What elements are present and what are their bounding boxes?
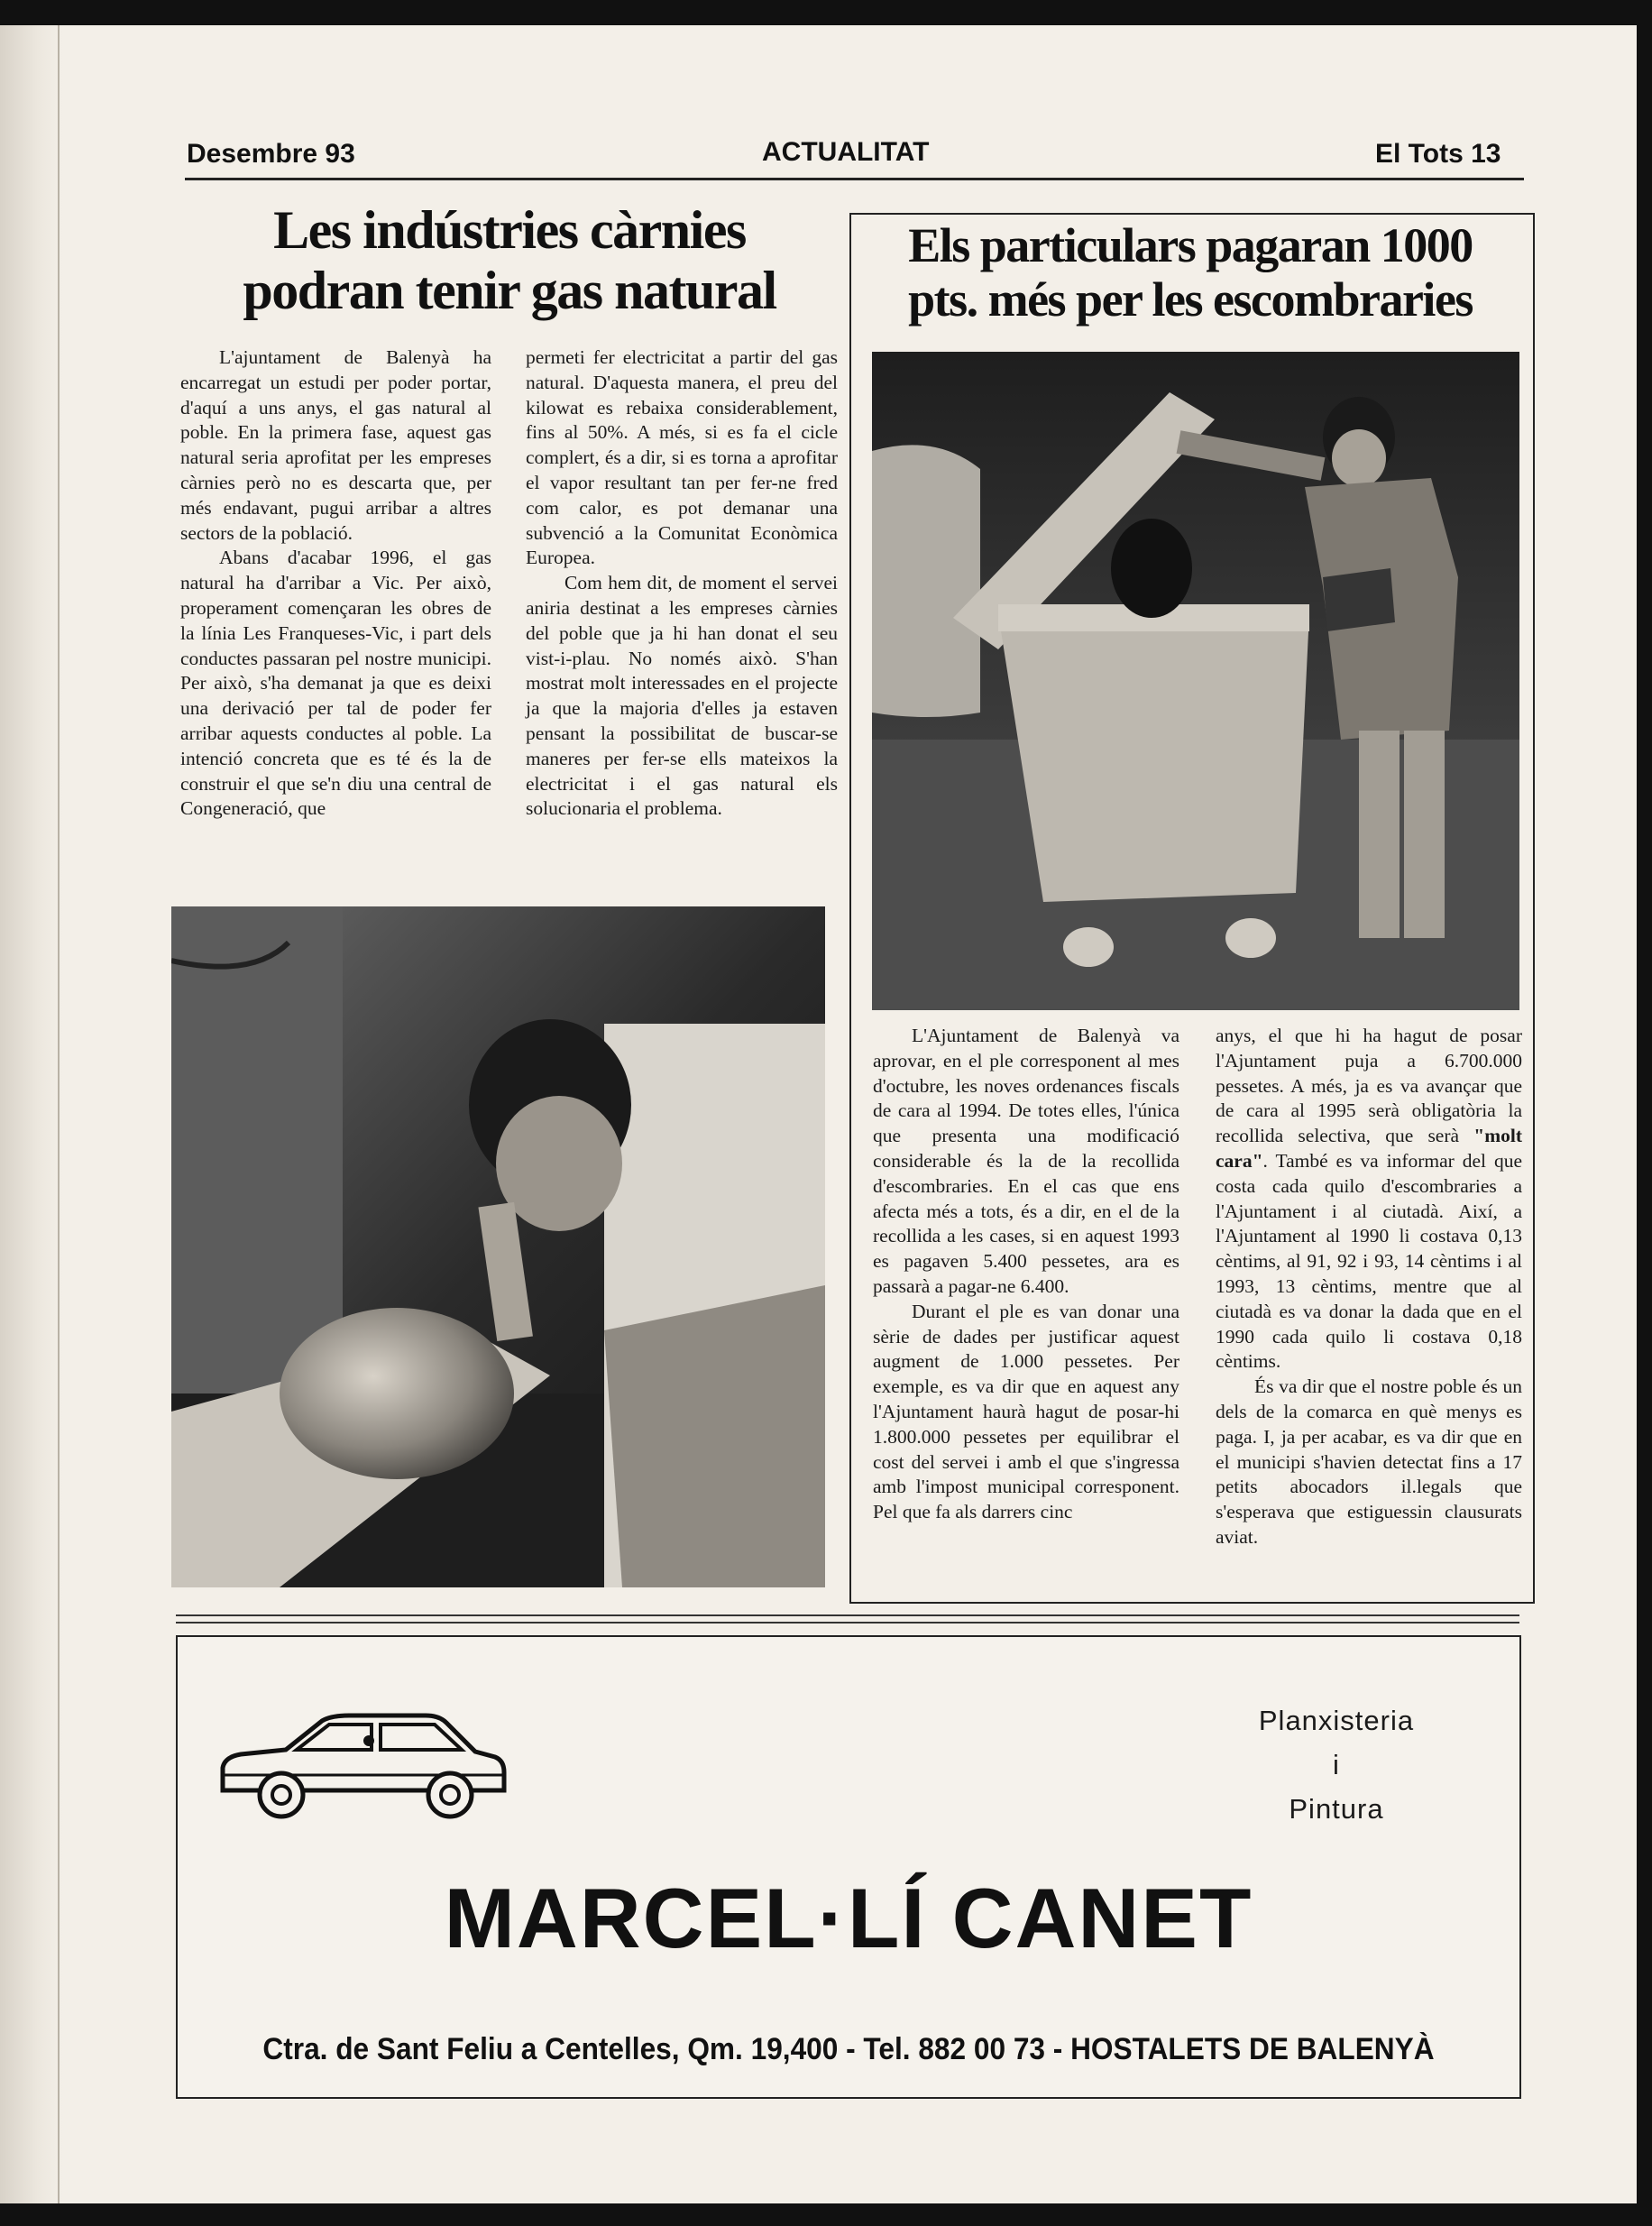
article2-text: . També es va informar del que costa cada quilo d'escombraries a l'Ajuntament i al ciutadà. Així, a l'Ajuntament al 1990 li costava 0,13 cèntims, al 91, 92 i 93, 14 cèntims i al 1993, 13 cèntims, mentre que al ciutadà es va donar la dada que en el 1990 cada quilo li costava 0,18 cèntims. [1216, 1149, 1522, 1373]
ad-tagline-line2: i [1333, 1749, 1340, 1780]
advertisement [176, 1635, 1521, 2099]
article2-paragraph: L'Ajuntament de Balenyà va aprovar, en el ple corresponent al mes d'octubre, les noves ordenances fiscals de cara al 1994. De totes elles, l'única que presenta una modificació considerable és la de la recollida d'escombraries. En el cas que ens afecta més a tots, és a dir, en el de la recollida a les cases, si en aquest 1993 es pagaven 5.400 pessetes, ara es passarà a pagar-ne 6.400. [873, 1025, 1179, 1297]
article1-paragraph: Com hem dit, de moment el servei aniria destinat a les empreses càrnies del poble que ja hi han donat el seu vist-i-plau. No només això. S'han mostrat molt interessades en el projecte ja que la majoria d'elles ja estaven pensant la possibilitat de buscar-se maneres per fer-se ells mateixos la electricitat i el gas natural els solucionaria el problema. [526, 572, 838, 820]
article2-column-2 [1216, 1024, 1522, 1550]
article1-headline [176, 200, 843, 321]
header-date: Desembre 93 [187, 139, 355, 169]
header-rule [185, 178, 1524, 180]
ad-tagline-line3: Pintura [1289, 1793, 1384, 1825]
article2-headline-line1: Els particulars pagaran 1000 [908, 218, 1473, 272]
article1-paragraph: L'ajuntament de Balenyà ha encarregat un estudi per poder portar, d'aquí a uns anys, el gas natural al poble. En la primera fase, aquest gas natural seria aprofitat per les empreses càrnies però no es descarta que, per més endavant, pugui arribar a altres sectors de la població. [180, 346, 491, 544]
article2-bold-quote: "molt cara" [1216, 1125, 1522, 1172]
article1-headline-line2: podran tenir gas natural [243, 261, 776, 321]
article2-paragraph [1216, 1024, 1522, 1375]
header-page: El Tots 13 [1375, 139, 1501, 169]
binding-spine [58, 25, 60, 2203]
article2-headline-line2: pts. més per les escombraries [908, 272, 1473, 327]
section-rule-top [176, 1614, 1519, 1616]
section-rule-bottom [176, 1622, 1519, 1624]
article1-column-1 [180, 345, 491, 822]
ad-business-name: MARCEL·LÍ CANET [444, 1871, 1253, 1965]
article1-paragraph: Abans d'acabar 1996, el gas natural ha d'arribar a Vic. Per això, properament començaran les obres de la línia Les Franqueses-Vic, i part dels conductes passaran pel nostre municipi. Per això, s'ha demanat ja que es deixi una derivació per tal de poder fer arribar aquests conductes al poble. La intenció concreta que es té és la de construir el que se'n diu una central de Congeneració, que [180, 547, 491, 820]
ad-tagline-line1: Planxisteria [1258, 1705, 1415, 1736]
header-section: ACTUALITAT [762, 137, 930, 167]
article1-headline-line1: Les indústries càrnies [273, 200, 746, 260]
article2-headline [857, 218, 1524, 327]
article2-paragraph: És va dir que el nostre poble és un dels de la comarca en què menys es paga. I, ja per acabar, es va dir que en el municipi s'havien detectat fins a 17 petits abocadors il.legals que s'esperava que estiguessin clausurats aviat. [1216, 1375, 1522, 1548]
article1-paragraph: permeti fer electricitat a partir del gas natural. D'aquesta manera, el preu del kilowat es rebaixa considerablement, fins al 50%. A més, si es fa el cicle complert, és a dir, si es torna a aprofitar el vapor resultant tan per fer-ne fred com calor, es pot demanar una subvenció a la Comunitat Econòmica Europea. [526, 346, 838, 569]
photo-butcher-ham [171, 906, 825, 1587]
article2-text: anys, el que hi ha hagut de posar l'Ajuntament puja a 6.700.000 pessetes. A més, ja es va avançar que de cara al 1995 serà obligatòria la recollida selectiva, que serà [1216, 1025, 1522, 1147]
ad-tagline [1224, 1698, 1449, 1831]
article1-column-2 [526, 345, 838, 822]
ad-address: Ctra. de Sant Feliu a Centelles, Qm. 19,400 - Tel. 882 00 73 - HOSTALETS DE BALENYÀ [262, 2032, 1435, 2066]
car-icon [214, 1705, 511, 1831]
binding-gutter [0, 25, 63, 2203]
article2-column-1 [873, 1024, 1179, 1525]
article2-paragraph: Durant el ple es van donar una sèrie de dades per justificar aquest augment de 1.000 pessetes. Per exemple, es va dir que en aquest any l'Ajuntament haurà hagut de posar-hi 1.800.000 pessetes per equilibrar el cost del servei i amb el que s'ingressa amb l'impost municipal corresponent. Pel que fa als darrers cinc [873, 1300, 1179, 1523]
photo-garbage-container [872, 352, 1519, 1010]
